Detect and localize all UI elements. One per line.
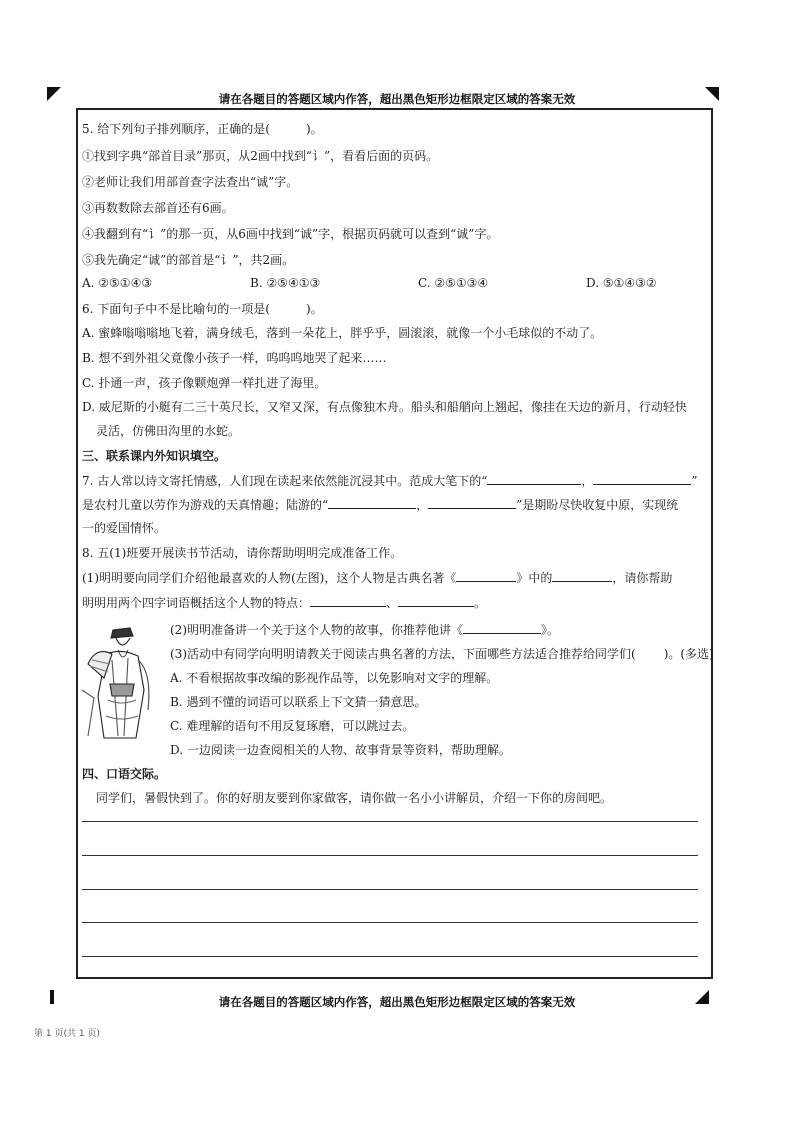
q8-part-3: (3)活动中有同学向明明请教关于阅读古典名著的方法，下面哪些方法适合推荐给同学们( )。(多选)	[170, 647, 714, 661]
q8-option-c[interactable]: C. 难理解的语句不用反复琢磨，可以跳过去。	[170, 719, 415, 733]
q6-stem: 6. 下面句子中不是比喻句的一项是( )。	[82, 302, 323, 316]
q7-blank-4[interactable]	[428, 496, 516, 509]
writing-line-3[interactable]	[82, 889, 698, 890]
q5-item-5: ⑤我先确定“诚”的部首是“讠”，共2画。	[82, 253, 295, 267]
q5-option-c[interactable]: C. ②⑤①③④	[418, 276, 489, 290]
q7-blank-1[interactable]	[487, 472, 581, 485]
q7-blank-2[interactable]	[593, 472, 691, 485]
q8-story-blank[interactable]	[463, 621, 541, 634]
q6-option-d[interactable]: D. 威尼斯的小艇有二三十英尺长，又窄又深，有点像独木舟。船头和船艄向上翘起，像挂在天边的新月，行动轻快	[82, 400, 687, 414]
q8-stem: 8. 五(1)班要开展读书节活动，请你帮助明明完成准备工作。	[82, 546, 403, 560]
oral-prompt: 同学们，暑假快到了。你的好朋友要到你家做客，请你做一名小小讲解员，介绍一下你的房间吧。	[96, 791, 613, 805]
q5-item-1: ①找到字典“部首目录”那页，从2画中找到“讠”，看看后面的页码。	[82, 149, 439, 163]
writing-line-1[interactable]	[82, 821, 698, 822]
q6-option-a[interactable]: A. 蜜蜂嗡嗡嗡地飞着，满身绒毛，落到一朵花上，胖乎乎，圆滚滚，就像一个小毛球似的不动了。	[82, 326, 603, 340]
q8-idiom-blank-1[interactable]	[310, 594, 386, 607]
q5-item-2: ②老师让我们用部首查字法查出“诚”字。	[82, 175, 299, 189]
q5-options	[82, 275, 657, 291]
q8-option-d[interactable]: D. 一边阅读一边查阅相关的人物、故事背景等资料，帮助理解。	[170, 743, 511, 757]
q8-option-a[interactable]: A. 不看根据故事改编的影视作品等，以免影响对文字的理解。	[170, 671, 499, 685]
character-portrait-illustration	[78, 620, 164, 742]
q8-part-1: (1)明明要向同学们介绍他最喜欢的人物(左图)，这个人物是古典名著《 》中的 ，请你帮助	[82, 571, 673, 585]
q8-book-title-blank[interactable]	[456, 569, 516, 582]
section-3-heading: 三、联系课内外知识填空。	[82, 449, 227, 463]
q7-line-1: 7. 古人常以诗文寄托情感，人们现在读起来依然能沉浸其中。范成大笔下的“ ， ”	[82, 474, 698, 488]
writing-line-5[interactable]	[82, 956, 698, 957]
q7-line-2: 是农村儿童以劳作为游戏的天真情趣；陆游的“ ， ”是期盼尽快收复中原，实现统	[82, 498, 679, 512]
answer-area-notice-top: 请在各题目的答题区域内作答，超出黑色矩形边框限定区域的答案无效	[218, 92, 576, 106]
writing-line-4[interactable]	[82, 922, 698, 923]
section-4-heading: 四、口语交际。	[82, 767, 167, 781]
q6-option-b[interactable]: B. 想不到外祖父竟像小孩子一样，呜呜呜地哭了起来……	[82, 351, 387, 365]
q8-idiom-blank-2[interactable]	[398, 594, 474, 607]
q7-line-3: 一的爱国情怀。	[82, 521, 167, 535]
q5-option-d[interactable]: D. ⑤①④③②	[586, 276, 657, 290]
q7-blank-3[interactable]	[328, 496, 416, 509]
q6-option-c[interactable]: C. 扑通一声，孩子像颗炮弹一样扎进了海里。	[82, 376, 327, 390]
q5-option-b[interactable]: B. ②⑤④①③	[250, 276, 321, 290]
q6-option-d-continued: 灵活，仿佛田沟里的水蛇。	[96, 424, 241, 438]
q8-part-2: (2)明明准备讲一个关于这个人物的故事，你推荐他讲《 》。	[170, 623, 560, 637]
q5-stem: 5. 给下列句子排列顺序，正确的是( )。	[82, 122, 323, 136]
q5-option-a[interactable]: A. ②⑤①④③	[82, 276, 153, 290]
answer-area-notice-bottom: 请在各题目的答题区域内作答，超出黑色矩形边框限定区域的答案无效	[218, 995, 576, 1009]
page-number: 第 1 页(共 1 页)	[34, 1029, 100, 1039]
q5-item-4: ④我翻到有“讠”的那一页，从6画中找到“诚”字，根据页码就可以查到“诚”字。	[82, 227, 499, 241]
q8-option-b[interactable]: B. 遇到不懂的词语可以联系上下文猜一猜意思。	[170, 695, 427, 709]
q8-part-1-continued: 明明用两个四字词语概括这个人物的特点： 、 。	[82, 596, 487, 610]
q5-item-3: ③再数数除去部首还有6画。	[82, 201, 234, 215]
q8-character-name-blank[interactable]	[552, 569, 612, 582]
writing-line-2[interactable]	[82, 855, 698, 856]
